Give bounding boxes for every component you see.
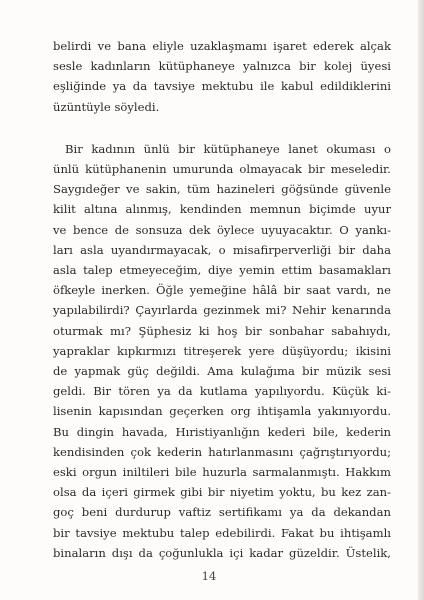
page-number: 14 xyxy=(201,569,217,583)
text-line: lisenin kapısından geçerken org ihtişamla yakınıyordu. xyxy=(53,404,391,419)
page-edge-shadow xyxy=(418,0,424,600)
text-line: belirdi ve bana eliyle uzaklaşmamı işaret ederek alçak xyxy=(53,39,391,53)
body-text xyxy=(53,36,391,563)
text-line: kilit altına alınmış, kendinden memnun biçimde uyur xyxy=(53,202,391,217)
text-line: Bu dingin havada, Hıristiyanlığın kederi bile, kederin xyxy=(53,424,391,439)
text-line: eşliğinde ya da tavsiye mektubu ile kabul edildiklerini xyxy=(53,79,391,94)
text-line: kendisinden çok kederin hatırlanmasını çağrıştırıyordu; xyxy=(53,444,391,459)
text-line: ları asla uyandırmayacak, o misafirperverliği bir daha xyxy=(53,242,391,257)
text-line: yapılabilirdi? Çayırlarda gezinmek mi? Nehir kenarında xyxy=(53,303,391,318)
text-line: oturmak mı? Şüphesiz ki hoş bir sonbahar sabahıydı, xyxy=(53,323,391,338)
text-line: üzüntüyle söyledi. xyxy=(53,99,160,114)
text-line: Saygıdeğer ve sakin, tüm hazineleri göğsünde güvenle xyxy=(53,182,391,197)
text-line: öfkeyle inerken. Öğle yemeğine hâlâ bir saat vardı, ne xyxy=(53,283,391,298)
text-line: binaların dışı da çoğunlukla içi kadar güzeldir. Üstelik, xyxy=(53,545,391,560)
text-line: sesle kadınların kütüphaneye yalnızca bir kolej üyesi xyxy=(53,59,391,74)
text-line: de yapmak güç değildi. Ama kulağıma bir müzik sesi xyxy=(53,364,391,379)
text-line: bir tavsiye mektubu talep edebilirdi. Fakat bu ihtişamlı xyxy=(53,525,391,540)
text-line: goç beni durdurup vaftiz sertifikamı ya da dekandan xyxy=(53,505,391,520)
paragraph-1 xyxy=(53,36,391,117)
text-line: geldi. Bir tören ya da kutlama yapılıyordu. Küçük ki- xyxy=(53,384,391,399)
text-line: ve bence de sonsuza dek öylece uyuyacaktır. O yankı- xyxy=(53,222,391,237)
text-line: asla talep etmeyeceğim, diye yemin ettim basamakları xyxy=(53,263,391,278)
text-line: olsa da içeri girmek gibi bir niyetim yoktu, bu kez zan- xyxy=(53,485,391,500)
text-line: yapraklar kıpkırmızı titreşerek yere düşüyordu; ikisini xyxy=(53,343,391,358)
paragraph-2 xyxy=(53,139,391,563)
text-line: Bir kadının ünlü bir kütüphaneye lanet okuması o xyxy=(65,141,391,156)
text-line: eski orgun iniltileri bile huzurla sarmalanmıştı. Hakkım xyxy=(53,465,391,480)
text-line: ünlü kütüphanenin umurunda olmayacak bir meseledir. xyxy=(53,162,391,177)
